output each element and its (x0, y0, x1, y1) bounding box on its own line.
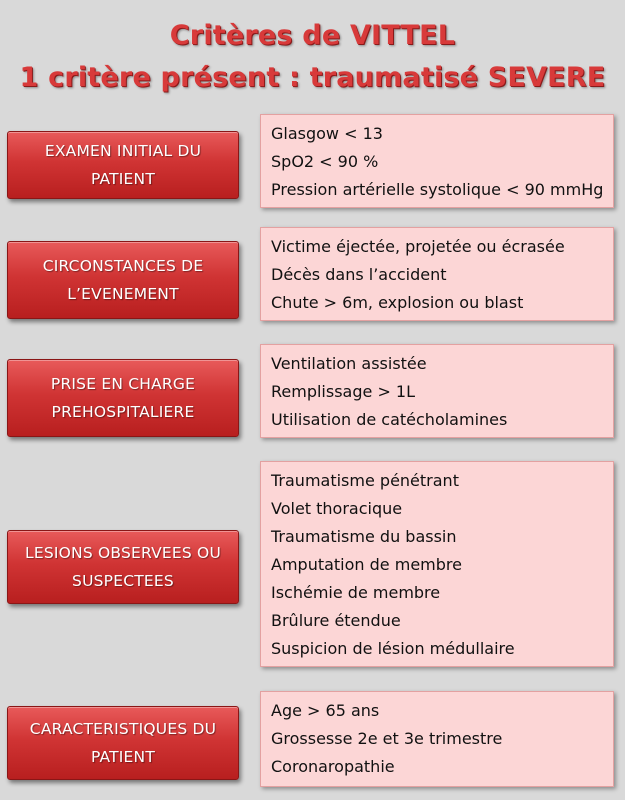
criterion-item: Chute > 6m, explosion ou blast (271, 293, 524, 312)
criterion-item: Brûlure étendue (271, 611, 401, 630)
criterion-item: Ischémie de membre (271, 583, 441, 602)
criterion-item: SpO2 < 90 % (271, 152, 379, 171)
criterion-item: Victime éjectée, projetée ou écrasée (271, 237, 565, 256)
section-label-line: PATIENT (90, 170, 156, 188)
criterion-item: Traumatisme pénétrant (271, 471, 459, 490)
section-label-line: PATIENT (90, 748, 156, 766)
section-label-line: PREHOSPITALIERE (51, 403, 195, 421)
criterion-item: Suspicion de lésion médullaire (271, 639, 515, 658)
criterion-item: Glasgow < 13 (271, 124, 383, 143)
page-subtitle: 1 critère présent : traumatisé SEVERE (19, 62, 606, 93)
criterion-item: Amputation de membre (271, 555, 462, 574)
criterion-item: Pression artérielle systolique < 90 mmHg (271, 180, 604, 199)
page-title: Critères de VITTEL (169, 20, 456, 51)
section-label-caracteristiques (7, 706, 239, 780)
section-label-line: EXAMEN INITIAL DU (44, 142, 202, 160)
criterion-item: Traumatisme du bassin (271, 527, 457, 546)
section-label-prise-en-charge (7, 359, 239, 437)
section-label-circonstances (7, 241, 239, 319)
criterion-item: Remplissage > 1L (271, 382, 416, 401)
criterion-item: Décès dans l’accident (271, 265, 447, 284)
section-label-line: L’EVENEMENT (67, 285, 179, 303)
section-content-lesions (260, 461, 614, 667)
section-content-examen-initial (260, 114, 614, 208)
criterion-item: Grossesse 2e et 3e trimestre (271, 729, 503, 748)
section-label-line: CIRCONSTANCES DE (42, 257, 204, 275)
criterion-item: Utilisation de catécholamines (271, 410, 508, 429)
section-label-line: PRISE EN CHARGE (50, 375, 196, 393)
section-label-examen-initial (7, 131, 239, 199)
section-label-lesions (7, 530, 239, 604)
section-label-line: CARACTERISTIQUES DU (29, 720, 217, 738)
section-label-line: LESIONS OBSERVEES OU (24, 544, 222, 562)
section-content-caracteristiques (260, 691, 614, 787)
criterion-item: Ventilation assistée (271, 354, 427, 373)
section-content-prise-en-charge (260, 344, 614, 438)
criterion-item: Volet thoracique (271, 499, 403, 518)
section-label-line: SUSPECTEES (72, 572, 174, 590)
criterion-item: Age > 65 ans (271, 701, 380, 720)
section-content-circonstances (260, 227, 614, 321)
criterion-item: Coronaropathie (271, 757, 395, 776)
